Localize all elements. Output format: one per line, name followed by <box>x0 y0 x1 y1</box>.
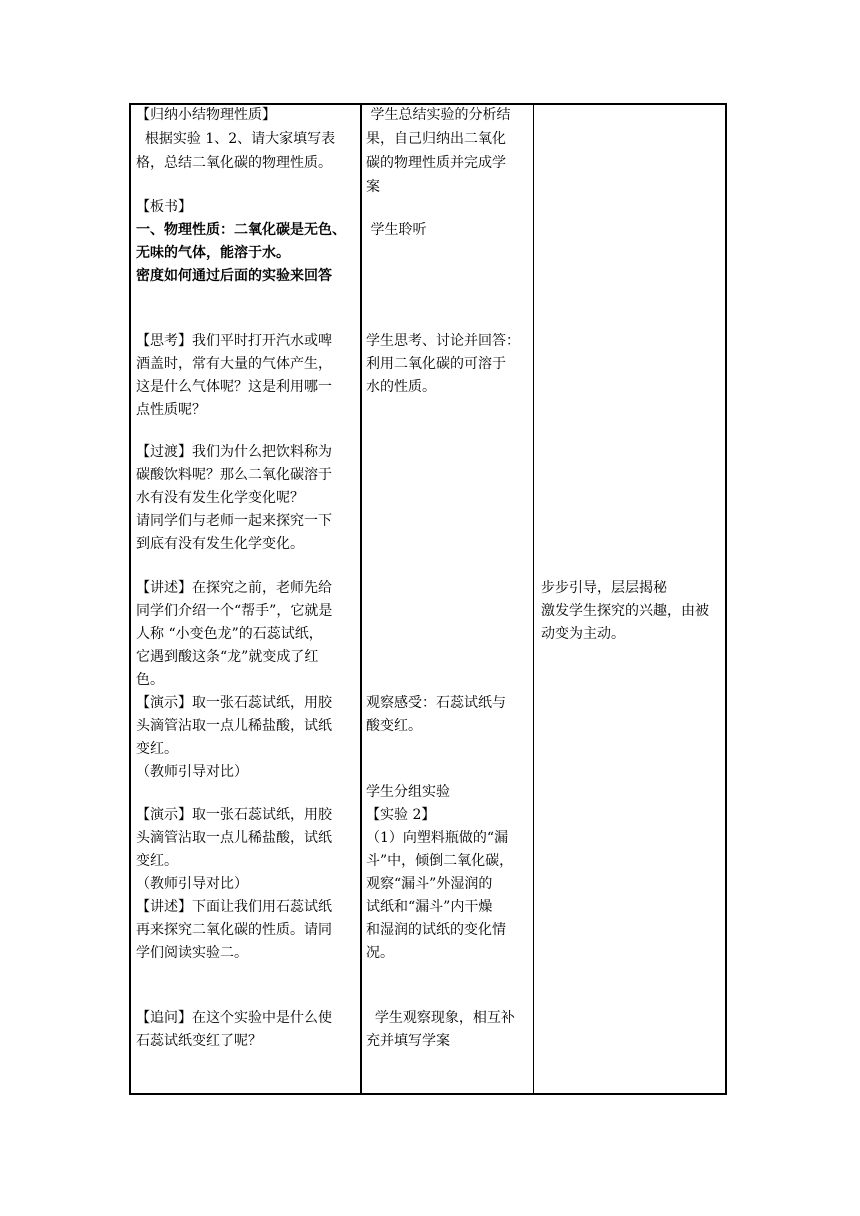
guide-line-3: 动变为主动。 <box>541 626 625 642</box>
think-line-3: 这是什么气体呢？这是利用哪一 <box>136 379 332 395</box>
student-observe-line-1: 观察感受：石蕊试纸与 <box>366 695 506 711</box>
student-summary-line-2: 果，自己归纳出二氧化 <box>366 131 506 147</box>
summary-line-2: 格，总结二氧化碳的物理性质。 <box>136 155 332 171</box>
think-line-1: 【思考】我们平时打开汽水或啤 <box>136 333 332 349</box>
demo2-line-3: 变红。 <box>136 853 178 869</box>
guide-line-1: 步步引导，层层揭秘 <box>541 580 667 596</box>
column-divider-2 <box>533 105 534 1093</box>
student-listen: 学生聆听 <box>366 222 427 238</box>
demo1-line-2: 头滴管沾取一点儿稀盐酸，试纸 <box>136 718 332 734</box>
experiment-line-7: 和湿润的试纸的变化情 <box>366 922 506 938</box>
demo2-line-4: （教师引导对比） <box>136 876 248 892</box>
think-line-2: 酒盖时，常有大量的气体产生， <box>136 356 332 372</box>
demo2-line-1: 【演示】取一张石蕊试纸，用胶 <box>136 807 332 823</box>
experiment-line-2: 【实验 2】 <box>366 807 436 823</box>
demo2-line-5: 【讲述】下面让我们用石蕊试纸 <box>136 899 332 915</box>
column-divider-1 <box>360 105 362 1093</box>
student-summary-line-1: 学生总结实验的分析结 <box>366 107 511 123</box>
student-observe2-line-2: 充并填写学案 <box>366 1033 450 1049</box>
blackboard-line-3: 密度如何通过后面的实验来回答 <box>136 268 332 284</box>
student-observe-line-2: 酸变红。 <box>366 718 422 734</box>
student-summary-line-4: 案 <box>366 179 380 195</box>
experiment-line-4: 斗”中，倾倒二氧化碳， <box>366 853 514 869</box>
demo1-line-1: 【演示】取一张石蕊试纸，用胶 <box>136 695 332 711</box>
demo2-line-7: 学们阅读实验二。 <box>136 945 248 961</box>
experiment-line-6: 试纸和“漏斗”内干燥 <box>366 899 493 915</box>
transition-line-3: 水有没有发生化学变化呢？ <box>136 490 304 506</box>
blackboard-line-2: 无味的气体，能溶于水。 <box>136 245 290 261</box>
narrate1-line-3: 人称 “小变色龙”的石蕊试纸， <box>136 626 323 642</box>
experiment-line-8: 况。 <box>366 945 394 961</box>
transition-line-2: 碳酸饮料呢？那么二氧化碳溶于 <box>136 467 332 483</box>
student-summary-line-3: 碳的物理性质并完成学 <box>366 155 506 171</box>
transition-line-1: 【过渡】我们为什么把饮料称为 <box>136 444 332 460</box>
demo1-line-4: （教师引导对比） <box>136 764 248 780</box>
narrate1-line-5: 色。 <box>136 672 164 688</box>
student-think-line-2: 利用二氧化碳的可溶于 <box>366 356 506 372</box>
transition-line-4: 请同学们与老师一起来探究一下 <box>136 513 332 529</box>
summary-heading: 【归纳小结物理性质】 <box>136 107 276 123</box>
narrate1-line-1: 【讲述】在探究之前，老师先给 <box>136 580 332 596</box>
ask-line-1: 【追问】在这个实验中是什么使 <box>136 1010 332 1026</box>
demo2-line-6: 再来探究二氧化碳的性质。请同 <box>136 922 332 938</box>
experiment-line-3: （1）向塑料瓶做的“漏 <box>366 830 509 846</box>
narrate1-line-4: 它遇到酸这条“龙”就变成了红 <box>136 649 319 665</box>
demo1-line-3: 变红。 <box>136 741 178 757</box>
narrate1-line-2: 同学们介绍一个“帮手”，它就是 <box>136 603 333 619</box>
think-line-4: 点性质呢？ <box>136 402 206 418</box>
summary-line-1: 根据实验 1、2、请大家填写表 <box>136 131 336 147</box>
experiment-line-5: 观察“漏斗”外湿润的 <box>366 876 493 892</box>
experiment-line-1: 学生分组实验 <box>366 784 450 800</box>
transition-line-5: 到底有没有发生化学变化。 <box>136 536 304 552</box>
ask-line-2: 石蕊试纸变红了呢？ <box>136 1033 262 1049</box>
guide-line-2: 激发学生探究的兴趣，由被 <box>541 603 709 619</box>
blackboard-line-1: 一、物理性质：二氧化碳是无色、 <box>136 222 346 238</box>
student-observe2-line-1: 学生观察现象，相互补 <box>366 1010 515 1026</box>
student-think-line-1: 学生思考、讨论并回答： <box>366 333 520 349</box>
student-think-line-3: 水的性质。 <box>366 379 436 395</box>
demo2-line-2: 头滴管沾取一点儿稀盐酸，试纸 <box>136 830 332 846</box>
blackboard-heading: 【板书】 <box>136 199 192 215</box>
